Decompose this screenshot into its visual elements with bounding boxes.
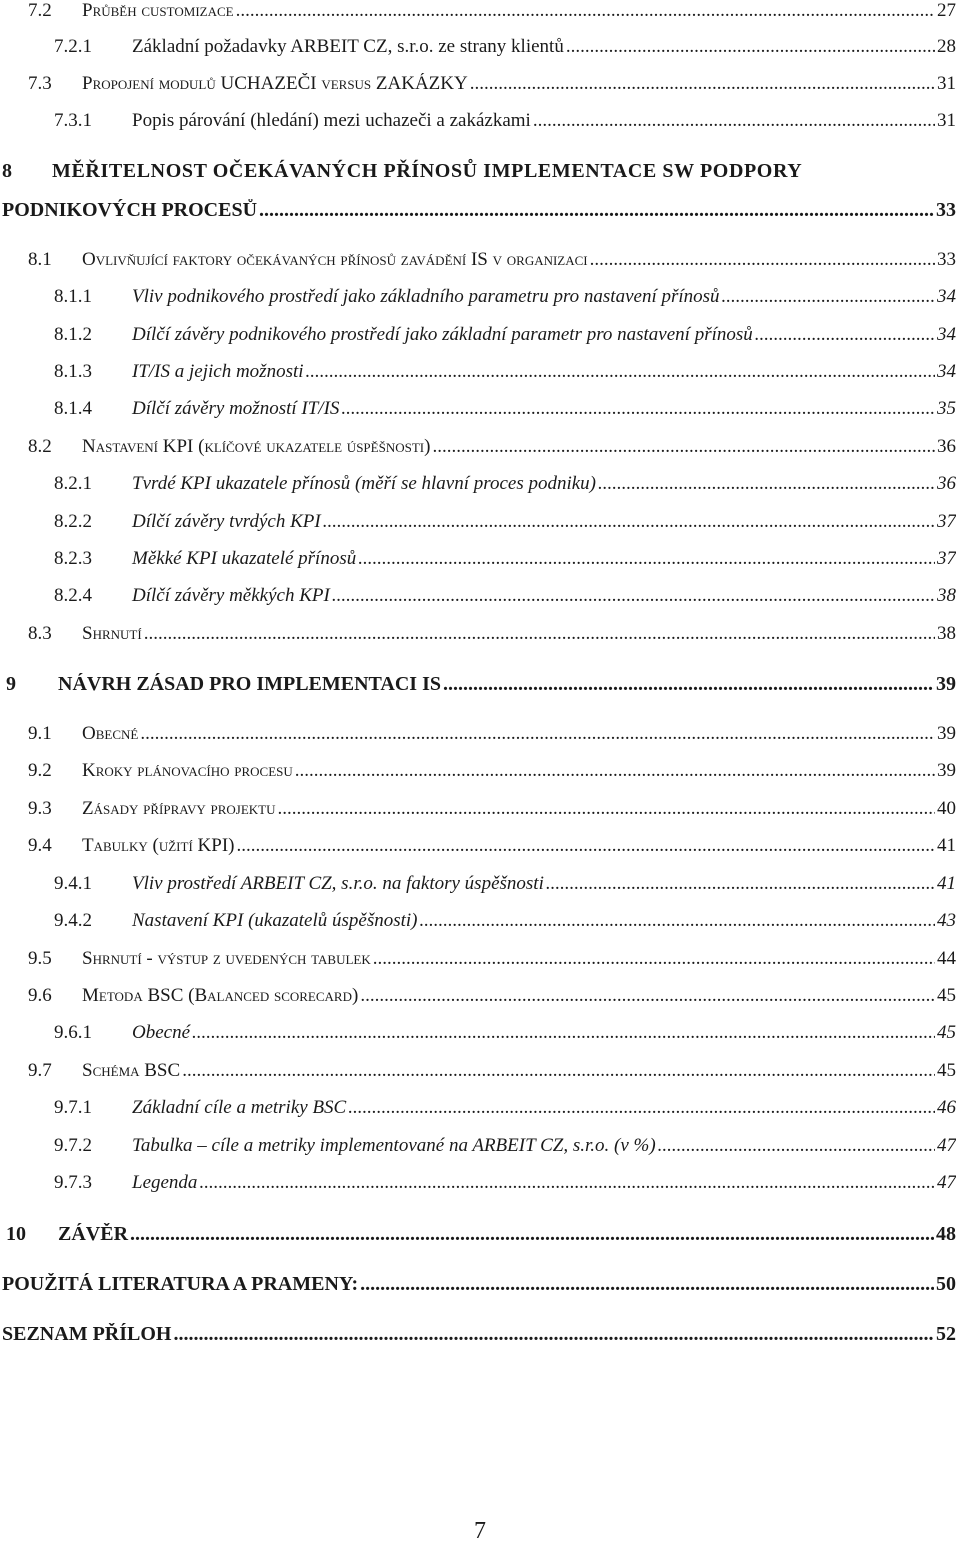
toc-entry-9-3[interactable]: [0, 798, 956, 820]
toc-page: 36: [937, 473, 956, 494]
toc-leader: [192, 1022, 935, 1044]
toc-leader: [341, 398, 935, 420]
toc-leader: [140, 723, 935, 745]
toc-page: 40: [937, 798, 956, 819]
toc-page: 44: [937, 948, 956, 969]
toc-page: 41: [937, 835, 956, 856]
toc-number: 8.1: [28, 249, 52, 270]
toc-page: 38: [937, 585, 956, 606]
toc-entry-9-7-3[interactable]: [0, 1172, 956, 1194]
toc-page: 27: [937, 0, 956, 21]
toc-leader: [173, 1323, 934, 1346]
toc-number: 8.1.4: [54, 398, 92, 419]
toc-page: 39: [937, 760, 956, 781]
toc-title: Měkké KPI ukazatelé přínosů: [132, 548, 357, 569]
toc-page: 36: [937, 436, 956, 457]
toc-title: NÁVRH ZÁSAD PRO IMPLEMENTACI IS: [58, 673, 441, 695]
toc-leader: [144, 623, 935, 645]
toc-title: Základní požadavky ARBEIT CZ, s.r.o. ze strany klientů: [132, 36, 564, 57]
toc-title: Zásady přípravy projektu: [82, 798, 276, 819]
toc-entry-9-4-1[interactable]: [0, 873, 956, 895]
toc-page: 47: [937, 1172, 956, 1193]
toc-page: 39: [937, 723, 956, 744]
toc-page: 47: [937, 1135, 956, 1156]
toc-number: 7.2: [28, 0, 52, 21]
toc-page: 45: [937, 1060, 956, 1081]
toc-number: 7.2.1: [54, 36, 92, 57]
toc-leader: [323, 511, 935, 533]
toc-leader: [360, 1273, 934, 1296]
toc-number: 9.4.2: [54, 910, 92, 931]
toc-number: 7.3: [28, 73, 52, 94]
toc-leader: [470, 73, 935, 95]
toc-number: 8.2.4: [54, 585, 92, 606]
toc-leader: [546, 873, 935, 895]
toc-leader: [533, 110, 935, 132]
toc-entry-8-1-1[interactable]: [0, 286, 956, 308]
toc-number: 8.2.3: [54, 548, 92, 569]
toc-title: Dílčí závěry podnikového prostředí jako základní parametr pro nastavení přínosů: [132, 324, 753, 345]
toc-title: POUŽITÁ LITERATURA A PRAMENY:: [2, 1273, 359, 1295]
toc-entry-9-4[interactable]: [0, 835, 956, 857]
toc-leader: [722, 286, 935, 308]
toc-title: Obecné: [132, 1022, 191, 1043]
toc-number: 8.2.1: [54, 473, 92, 494]
toc-entry-9-6-1[interactable]: [0, 1022, 956, 1044]
toc-entry-9-7-2[interactable]: [0, 1135, 956, 1157]
toc-number: 9.6: [28, 985, 52, 1006]
toc-entry-prilohy[interactable]: [2, 1323, 956, 1346]
toc-entry-7-2[interactable]: [0, 0, 956, 22]
toc-leader: [358, 548, 935, 570]
page-number: 7: [474, 1518, 486, 1544]
toc-number: 8: [2, 160, 13, 182]
toc-page: 48: [936, 1223, 956, 1245]
toc-page: 31: [937, 110, 956, 131]
toc-number: 9: [6, 673, 16, 695]
toc-page: 34: [937, 324, 956, 345]
toc-number: 8.1.3: [54, 361, 92, 382]
toc-title: Ovlivňující faktory očekávaných přínosů zavádění IS v organizaci: [82, 249, 588, 270]
toc-number: 9.4: [28, 835, 52, 856]
toc-title: Schéma BSC: [82, 1060, 181, 1081]
toc-leader: [332, 585, 935, 607]
toc-number: 9.7.1: [54, 1097, 92, 1118]
toc-entry-8-1[interactable]: [0, 249, 956, 271]
toc-entry-8-1-3[interactable]: [0, 361, 956, 383]
toc-entry-8-2-4[interactable]: [0, 585, 956, 607]
toc-entry-8-2-1[interactable]: [0, 473, 956, 495]
toc-entry-7-2-1[interactable]: [0, 36, 956, 58]
toc-page: 35: [937, 398, 956, 419]
toc-entry-8-line1[interactable]: [2, 160, 802, 183]
toc-number: 9.2: [28, 760, 52, 781]
toc-number: 9.4.1: [54, 873, 92, 894]
toc-number: 9.7: [28, 1060, 52, 1081]
toc-leader: [373, 948, 935, 970]
toc-entry-literatura[interactable]: [2, 1273, 956, 1296]
toc-page: 33: [937, 249, 956, 270]
toc-title: Dílčí závěry tvrdých KPI: [132, 511, 321, 532]
toc-entry-8-3[interactable]: [0, 623, 956, 645]
toc-page: 43: [937, 910, 956, 931]
toc-title: Legenda: [132, 1172, 198, 1193]
toc-title: Základní cíle a metriky BSC: [132, 1097, 347, 1118]
toc-title: SEZNAM PŘÍLOH: [2, 1323, 172, 1345]
toc-number: 10: [6, 1223, 26, 1245]
toc-page: 45: [937, 985, 956, 1006]
toc-page: 46: [937, 1097, 956, 1118]
toc-entry-9-4-2[interactable]: [0, 910, 956, 932]
toc-entry-9-7-1[interactable]: [0, 1097, 956, 1119]
toc-title: Dílčí závěry možností IT/IS: [132, 398, 340, 419]
toc-page: 37: [937, 511, 956, 532]
toc-entry-9-7[interactable]: [0, 1060, 956, 1082]
toc-entry-9-2[interactable]: [0, 760, 956, 782]
toc-entry-9[interactable]: [4, 673, 956, 696]
toc-leader: [259, 199, 934, 222]
toc-leader: [236, 0, 935, 22]
toc-page: 28: [937, 36, 956, 57]
toc-number: 8.1.2: [54, 324, 92, 345]
toc-entry-8-line2[interactable]: [2, 199, 956, 222]
toc-title: Popis párování (hledání) mezi uchazeči a zakázkami: [132, 110, 531, 131]
toc-page: 38: [937, 623, 956, 644]
toc-title: Metoda BSC (Balanced scorecard): [82, 985, 359, 1006]
toc-number: 8.3: [28, 623, 52, 644]
toc-number: 7.3.1: [54, 110, 92, 131]
toc-title-line1: MĚŘITELNOST OČEKÁVANÝCH PŘÍNOSŮ IMPLEMENTACE SW PODPORY: [52, 160, 803, 182]
toc-number: 9.6.1: [54, 1022, 92, 1043]
toc-leader: [236, 835, 935, 857]
toc-title: Propojení modulů UCHAZEČI versus ZAKÁZKY: [82, 73, 468, 94]
toc-title: Obecné: [82, 723, 139, 744]
toc-number: 9.3: [28, 798, 52, 819]
toc-entry-8-2-3[interactable]: [0, 548, 956, 570]
toc-title: Průběh customizace: [82, 0, 234, 21]
toc-title: Shrnutí: [82, 623, 142, 644]
toc-leader: [598, 473, 935, 495]
toc-entry-9-1[interactable]: [0, 723, 956, 745]
toc-entry-7-3[interactable]: [0, 73, 956, 95]
toc-leader: [130, 1223, 934, 1246]
toc-number: 9.7.2: [54, 1135, 92, 1156]
toc-leader: [295, 760, 935, 782]
toc-number: 9.5: [28, 948, 52, 969]
toc-leader: [182, 1060, 935, 1082]
toc-title: Tabulka – cíle a metriky implementované na ARBEIT CZ, s.r.o. (v %): [132, 1135, 656, 1156]
toc-title: Vliv prostředí ARBEIT CZ, s.r.o. na faktory úspěšnosti: [132, 873, 544, 894]
toc-title-line2: PODNIKOVÝCH PROCESŮ: [2, 199, 258, 221]
toc-entry-7-3-1[interactable]: [0, 110, 956, 132]
toc-number: 8.1.1: [54, 286, 92, 307]
toc-title: IT/IS a jejich možnosti: [132, 361, 304, 382]
toc-title: Tabulky (užití KPI): [82, 835, 235, 856]
toc-title: ZÁVĚR: [58, 1223, 129, 1245]
toc-number: 8.2.2: [54, 511, 92, 532]
toc-page: 31: [937, 73, 956, 94]
toc-title: Vliv podnikového prostředí jako základního parametru pro nastavení přínosů: [132, 286, 720, 307]
toc-title: Tvrdé KPI ukazatele přínosů (měří se hlavní proces podniku): [132, 473, 597, 494]
toc-leader: [590, 249, 935, 271]
toc-leader: [360, 985, 935, 1007]
toc-entry-9-5[interactable]: [0, 948, 956, 970]
toc-page: 33: [936, 199, 956, 221]
toc-title: Nastavení KPI (klíčové ukazatele úspěšnosti): [82, 436, 431, 457]
toc-leader: [278, 798, 935, 820]
toc-leader: [432, 436, 935, 458]
toc-page: 39: [936, 673, 956, 695]
toc-leader: [658, 1135, 935, 1157]
toc-page: 34: [937, 361, 956, 382]
toc-page: 50: [936, 1273, 956, 1295]
toc-entry-8-1-2[interactable]: [0, 324, 956, 346]
toc-entry-8-2-2[interactable]: [0, 511, 956, 533]
toc-leader: [566, 36, 935, 58]
toc-entry-9-6[interactable]: [0, 985, 956, 1007]
toc-title: Nastavení KPI (ukazatelů úspěšnosti): [132, 910, 418, 931]
toc-title: Dílčí závěry měkkých KPI: [132, 585, 330, 606]
toc-title: Shrnutí - výstup z uvedených tabulek: [82, 948, 371, 969]
toc-leader: [443, 673, 934, 696]
toc-page: 52: [936, 1323, 956, 1345]
toc-leader: [348, 1097, 935, 1119]
toc-leader: [199, 1172, 935, 1194]
toc-title: Kroky plánovacího procesu: [82, 760, 293, 781]
toc-leader: [306, 361, 935, 383]
toc-leader: [755, 324, 935, 346]
toc-page: 45: [937, 1022, 956, 1043]
toc-leader: [420, 910, 936, 932]
toc-page: 37: [937, 548, 956, 569]
toc-page: 34: [937, 286, 956, 307]
toc-number: 9.7.3: [54, 1172, 92, 1193]
toc-number: 9.1: [28, 723, 52, 744]
toc-page: 41: [937, 873, 956, 894]
toc-entry-10[interactable]: [4, 1223, 956, 1246]
toc-number: 8.2: [28, 436, 52, 457]
toc-entry-8-2[interactable]: [0, 436, 956, 458]
toc-entry-8-1-4[interactable]: [0, 398, 956, 420]
